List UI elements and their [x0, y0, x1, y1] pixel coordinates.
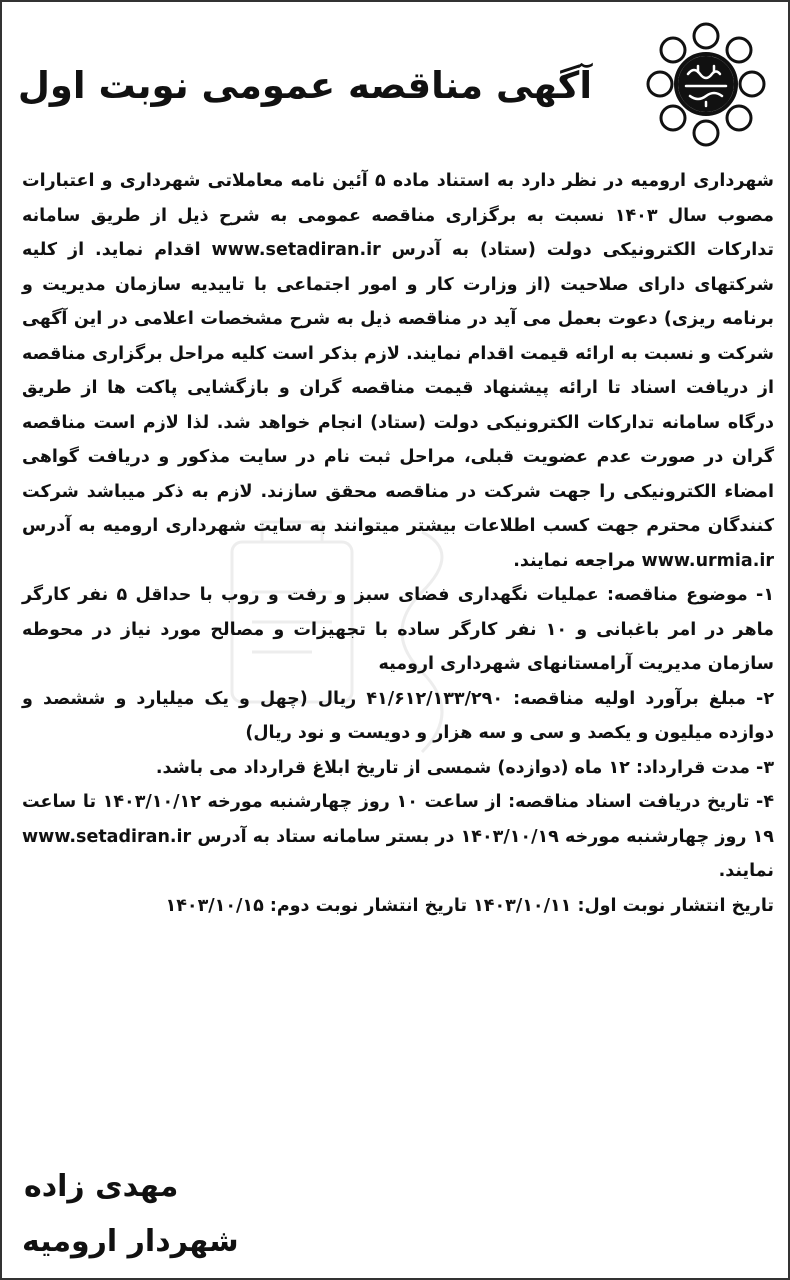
notice-header [2, 2, 790, 162]
notice-body [22, 164, 774, 923]
notice-publish-dates: تاریخ انتشار نوبت اول: ۱۴۰۳/۱۰/۱۱ تاریخ انتشار نوبت دوم: ۱۴۰۳/۱۰/۱۵ [165, 895, 774, 916]
notice-title: آگهی مناقصه عمومی نوبت اول [17, 64, 592, 107]
notice-item-estimate: ۲- مبلغ برآورد اولیه مناقصه: ۴۱/۶۱۲/۱۳۳/۲۹۰ ریال (چهل و یک میلیارد و ششصد و دوازده میلیون و یکصد و سی و سه هزار و دویست و نود ریال) [22, 688, 775, 743]
notice-item-document-dates: ۴- تاریخ دریافت اسناد مناقصه: از ساعت ۱۰ روز چهارشنبه مورخه ۱۴۰۳/۱۰/۱۲ تا ساعت ۱۹ روز چهارشنبه مورخه ۱۴۰۳/۱۰/۱۹ در بستر سامانه ستاد به آدرس www.setadiran.ir نمایند. [22, 792, 774, 881]
signature-role: شهردار ارومیه [22, 1224, 239, 1259]
notice-item-subject: ۱- موضوع مناقصه: عملیات نگهداری فضای سبز و رفت و روب با حداقل ۵ نفر کارگر ماهر در امر باغبانی و ۱۰ نفر کارگر ساده با تجهیزات و مصالح مورد نیاز در محوطه سازمان مدیریت آرامستانهای شهرداری ارومیه [22, 585, 775, 674]
notice-item-duration: ۳- مدت قرارداد: ۱۲ ماه (دوازده) شمسی از تاریخ ابلاغ قرارداد می باشد. [155, 757, 774, 778]
notice-intro-paragraph: شهرداری ارومیه در نظر دارد به استناد ماده ۵ آئین نامه معاملاتی شهرداری و اعتبارات مصوب سال ۱۴۰۳ نسبت به برگزاری مناقصه عمومی به شرح ذیل از طریق سامانه تدارکات الکترونیکی دولت (ستاد) به آدرس www.setadiran.ir اقدام نماید. از کلیه شرکتهای دارای صلاحیت (از وزارت کار و امور اجتماعی با تاییدیه سازمان مدیریت و برنامه ریزی) دعوت بعمل می آید در مناقصه ذیل به شرح مشخصات اعلامی در این آگهی شرکت و نسبت به ارائه قیمت اقدام نمایند. لازم بذکر است کلیه مراحل برگزاری مناقصه از دریافت اسناد تا ارائه پیشنهاد قیمت مناقصه گران و بازگشایی پاکت ها از طریق درگاه سامانه تدارکات الکترونیکی دولت (ستاد) انجام خواهد شد. لذا لازم است مناقصه گران در صورت عدم عضویت قبلی، مراحل ثبت نام در سایت مذکور و دریافت گواهی امضاء الکترونیکی را جهت شرکت در مناقصه محقق سازند. لازم به ذکر میباشد شرکت کنندگان محترم جهت کسب اطلاعات بیشتر میتوانند به سایت شهرداری ارومیه به آدرس www.urmia.ir مراجعه نمایند. [22, 171, 774, 571]
municipality-logo [646, 22, 766, 147]
signature-name: مهدی زاده [24, 1169, 179, 1204]
